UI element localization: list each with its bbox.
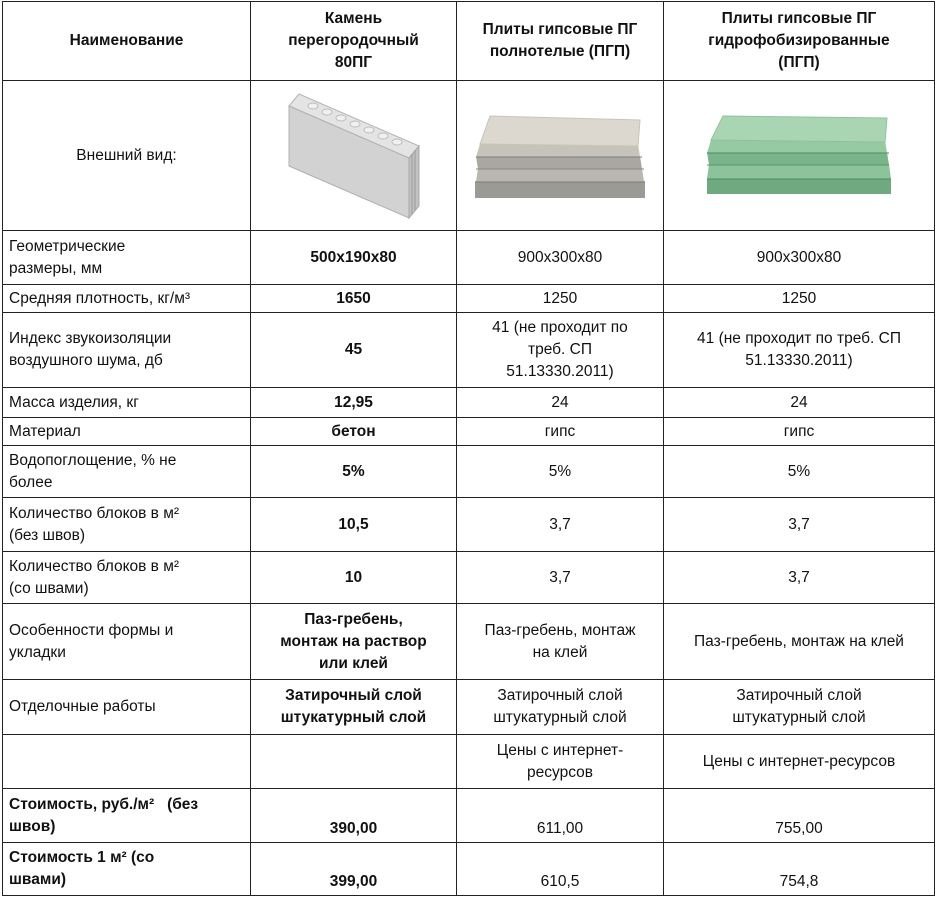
cost1-v2: 611,00 (457, 789, 664, 843)
prices-v3: Цены с интернет-ресурсов (664, 735, 935, 789)
label-water: Водопоглощение, % не более (3, 446, 251, 498)
finish-v3: Затирочный слой штукатурный слой (664, 680, 935, 735)
density-v2: 1250 (457, 285, 664, 313)
count1-v2: 3,7 (457, 498, 664, 552)
label-count2: Количество блоков в м² (со швами) (3, 552, 251, 604)
mass-v1: 12,95 (251, 388, 457, 418)
row-count-with-seams (3, 552, 935, 604)
header-row (3, 2, 935, 81)
count2-v2: 3,7 (457, 552, 664, 604)
concrete-block-image (251, 81, 457, 231)
gypsum-board-image (457, 81, 664, 231)
prices-v2: Цены с интернет- ресурсов (457, 735, 664, 789)
row-cost-with-seams (3, 843, 935, 896)
mass-v3: 24 (664, 388, 935, 418)
density-v1: 1650 (251, 285, 457, 313)
header-col1: Камень перегородочный 80ПГ (251, 2, 457, 81)
count2-v1: 10 (251, 552, 457, 604)
material-v3: гипс (664, 418, 935, 446)
header-name: Наименование (3, 2, 251, 81)
label-material: Материал (3, 418, 251, 446)
material-v2: гипс (457, 418, 664, 446)
cost2-v3: 754,8 (664, 843, 935, 896)
cost2-v2: 610,5 (457, 843, 664, 896)
sound-v1: 45 (251, 313, 457, 388)
empty-cell (251, 735, 457, 789)
row-water (3, 446, 935, 498)
label-mass: Масса изделия, кг (3, 388, 251, 418)
row-material (3, 418, 935, 446)
label-cost2: Стоимость 1 м² (со швами) (3, 843, 251, 896)
label-shape: Особенности формы и укладки (3, 604, 251, 680)
comparison-table (2, 1, 935, 896)
shape-v2: Паз-гребень, монтаж на клей (457, 604, 664, 680)
size-v3: 900х300х80 (664, 231, 935, 285)
size-v1: 500х190х80 (251, 231, 457, 285)
cost1-v3: 755,00 (664, 789, 935, 843)
row-mass (3, 388, 935, 418)
water-v3: 5% (664, 446, 935, 498)
appearance-label: Внешний вид: (3, 81, 251, 231)
shape-v3: Паз-гребень, монтаж на клей (664, 604, 935, 680)
material-v1: бетон (251, 418, 457, 446)
label-size: Геометрические размеры, мм (3, 231, 251, 285)
cost2-v1: 399,00 (251, 843, 457, 896)
label-sound: Индекс звукоизоляции воздушного шума, дб (3, 313, 251, 388)
empty-cell (3, 735, 251, 789)
label-cost1: Стоимость, руб./м² (без швов) (3, 789, 251, 843)
shape-v1: Паз-гребень, монтаж на раствор или клей (251, 604, 457, 680)
row-sound (3, 313, 935, 388)
appearance-row (3, 81, 935, 231)
header-col2: Плиты гипсовые ПГ полнотелые (ПГП) (457, 2, 664, 81)
row-cost-no-seams (3, 789, 935, 843)
count1-v1: 10,5 (251, 498, 457, 552)
row-count-no-seams (3, 498, 935, 552)
label-count1: Количество блоков в м² (без швов) (3, 498, 251, 552)
count1-v3: 3,7 (664, 498, 935, 552)
row-prices-source (3, 735, 935, 789)
row-size (3, 231, 935, 285)
water-v2: 5% (457, 446, 664, 498)
finish-v1: Затирочный слой штукатурный слой (251, 680, 457, 735)
water-v1: 5% (251, 446, 457, 498)
cost1-v1: 390,00 (251, 789, 457, 843)
finish-v2: Затирочный слой штукатурный слой (457, 680, 664, 735)
row-finish (3, 680, 935, 735)
row-density (3, 285, 935, 313)
mass-v2: 24 (457, 388, 664, 418)
label-density: Средняя плотность, кг/м³ (3, 285, 251, 313)
label-finish: Отделочные работы (3, 680, 251, 735)
size-v2: 900х300х80 (457, 231, 664, 285)
density-v3: 1250 (664, 285, 935, 313)
sound-v3: 41 (не проходит по треб. СП 51.13330.2011) (664, 313, 935, 388)
green-gypsum-board-image (664, 81, 935, 231)
count2-v3: 3,7 (664, 552, 935, 604)
row-shape (3, 604, 935, 680)
sound-v2: 41 (не проходит по треб. СП 51.13330.2011) (457, 313, 664, 388)
header-col3: Плиты гипсовые ПГ гидрофобизированные (ПГП) (664, 2, 935, 81)
